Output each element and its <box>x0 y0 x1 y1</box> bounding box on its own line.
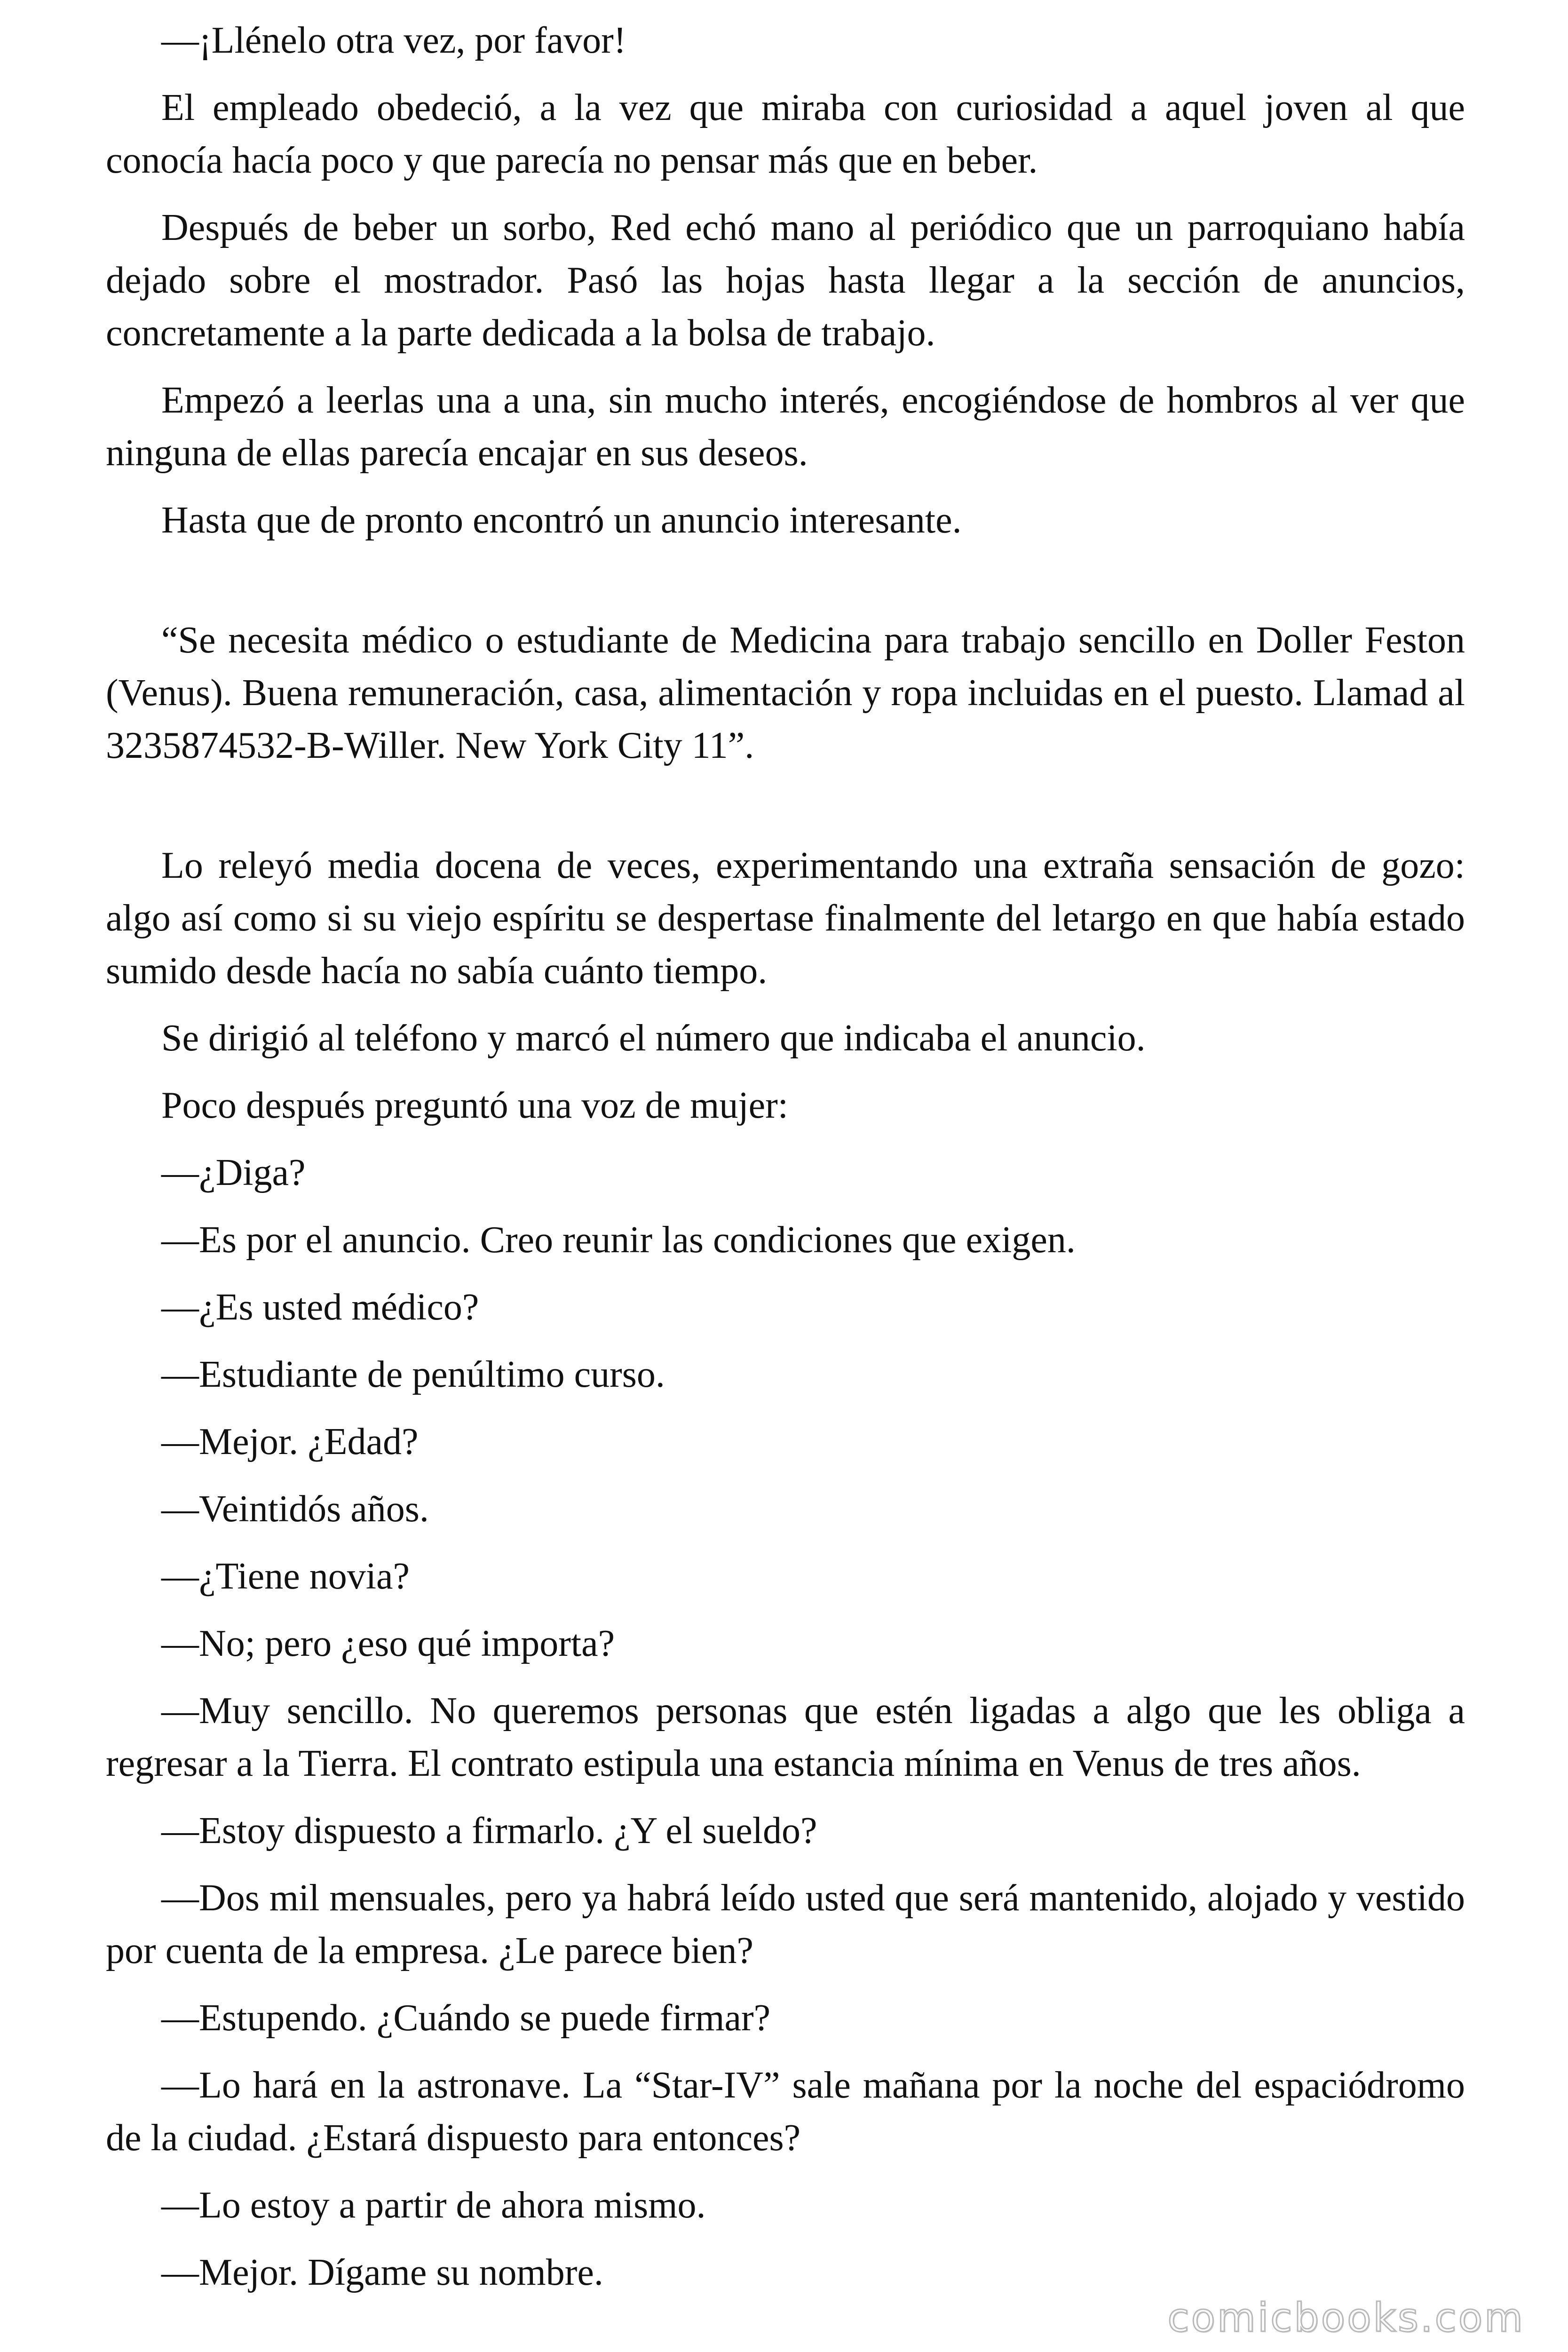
dialogue-line: —¿Tiene novia? <box>161 1556 410 1597</box>
dialogue-line: —¿Es usted médico? <box>161 1287 479 1328</box>
dialogue-line: —Mejor. ¿Edad? <box>161 1421 419 1462</box>
dialogue-line: —Lo hará en la astronave. La “Star-IV” sale mañana por la noche del espaciódromo de la ciudad. ¿Estará dispuesto para entonces? <box>106 2065 1465 2159</box>
paragraph: Poco después preguntó una voz de mujer: <box>161 1085 789 1126</box>
dialogue-line: —Lo estoy a partir de ahora mismo. <box>161 2185 706 2226</box>
dialogue-line: —Muy sencillo. No queremos personas que estén ligadas a algo que les obliga a regresar a la Tierra. El contrato estipula una estancia mínima en Venus de tres años. <box>106 1690 1465 1784</box>
newspaper-advertisement: “Se necesita médico o estudiante de Medicina para trabajo sencillo en Doller Feston (Venus). Buena remuneración, casa, alimentación y ropa incluidas en el puesto. Llamad al 3235874532-B-Willer. New York City 11”. <box>106 620 1465 766</box>
dialogue-line: —Mejor. Dígame su nombre. <box>161 2252 603 2293</box>
dialogue-line: —Dos mil mensuales, pero ya habrá leído usted que será mantenido, alojado y vestido por cuenta de la empresa. ¿Le parece bien? <box>106 1877 1465 1971</box>
dialogue-line: —Estupendo. ¿Cuándo se puede firmar? <box>161 1997 771 2039</box>
dialogue-line: —¿Diga? <box>161 1152 306 1193</box>
paragraph: Hasta que de pronto encontró un anuncio interesante. <box>161 500 962 541</box>
paragraph: Empezó a leerlas una a una, sin mucho interés, encogiéndose de hombros al ver que ninguna de ellas parecía encajar en sus deseos. <box>106 380 1465 474</box>
dialogue-line: —Estudiante de penúltimo curso. <box>161 1354 665 1395</box>
book-page <box>106 14 1465 2296</box>
dialogue-line: —Es por el anuncio. Creo reunir las condiciones que exigen. <box>161 1219 1076 1261</box>
section-gap <box>106 787 1465 839</box>
paragraph: El empleado obedeció, a la vez que miraba con curiosidad a aquel joven al que conocía hacía poco y que parecía no pensar más que en beber. <box>106 87 1465 181</box>
dialogue-line: —Estoy dispuesto a firmarlo. ¿Y el sueldo? <box>161 1810 817 1851</box>
dialogue-line: —Veintidós años. <box>161 1488 429 1530</box>
paragraph: —¡Llénelo otra vez, por favor! <box>161 20 626 61</box>
paragraph: Lo releyó media docena de veces, experimentando una extraña sensación de gozo: algo así como si su viejo espíritu se despertase finalmente del letargo en que había estado sumido desde hacía no sabía cuánto tiempo. <box>106 845 1465 992</box>
paragraph: Después de beber un sorbo, Red echó mano al periódico que un parroquiano había dejado sobre el mostrador. Pasó las hojas hasta llegar a la sección de anuncios, concretamente a la parte dedicada a la bolsa de trabajo. <box>106 207 1465 354</box>
dialogue-line: —No; pero ¿eso qué importa? <box>161 1623 615 1664</box>
watermark: comicbooks.com <box>1167 2295 1525 2341</box>
paragraph: Se dirigió al teléfono y marcó el número que indicaba el anuncio. <box>161 1017 1146 1059</box>
section-gap <box>106 561 1465 614</box>
